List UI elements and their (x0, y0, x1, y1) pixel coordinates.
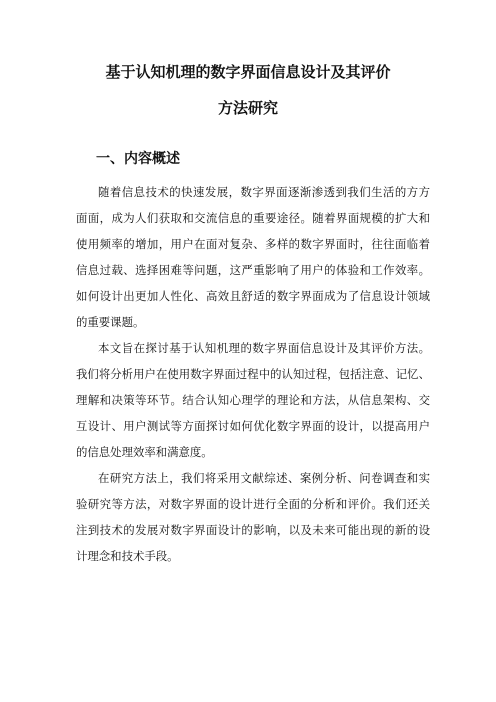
paragraph-2-line-3: 理解和决策等环节。结合认知心理学的理论和方法，从信息架构、交 (76, 393, 430, 407)
paragraph-1-line-3: 使用频率的增加，用户在面对复杂、多样的数字界面时，往往面临着 (76, 237, 430, 251)
paragraph-3-line-4: 计理念和技术手段。 (76, 549, 179, 563)
section-heading: 一、内容概述 (96, 151, 180, 167)
paragraph-3-line-1: 在研究方法上，我们将采用文献综述、案例分析、问卷调查和实 (98, 471, 430, 485)
paragraph-3-line-3: 注到技术的发展对数字界面设计的影响，以及未来可能出现的新的设 (76, 523, 430, 537)
paragraph-2-line-1: 本文旨在探讨基于认知机理的数字界面信息设计及其评价方法。 (98, 341, 430, 355)
paragraph-2-line-5: 的信息处理效率和满意度。 (76, 445, 213, 459)
paragraph-2-line-4: 互设计、用户测试等方面探讨如何优化数字界面的设计，以提高用户 (76, 419, 430, 433)
paragraph-1-line-2: 面面，成为人们获取和交流信息的重要途径。随着界面规模的扩大和 (76, 211, 430, 225)
paragraph-1-line-4: 信息过载、选择困难等问题，这严重影响了用户的体验和工作效率。 (76, 263, 430, 277)
paragraph-3-line-2: 验研究等方法，对数字界面的设计进行全面的分析和评价。我们还关 (76, 497, 430, 511)
paragraph-1-line-6: 的重要课题。 (76, 315, 145, 329)
paragraph-1-line-5: 如何设计出更加人性化、高效且舒适的数字界面成为了信息设计领域 (76, 289, 430, 303)
document-title-line-2: 方法研究 (217, 99, 278, 117)
paragraph-2-line-2: 我们将分析用户在使用数字界面过程中的认知过程，包括注意、记忆、 (76, 367, 430, 381)
document-title-line-1: 基于认知机理的数字界面信息设计及其评价 (105, 63, 391, 81)
paragraph-1-line-1: 随着信息技术的快速发展，数字界面逐渐渗透到我们生活的方方 (98, 185, 430, 199)
